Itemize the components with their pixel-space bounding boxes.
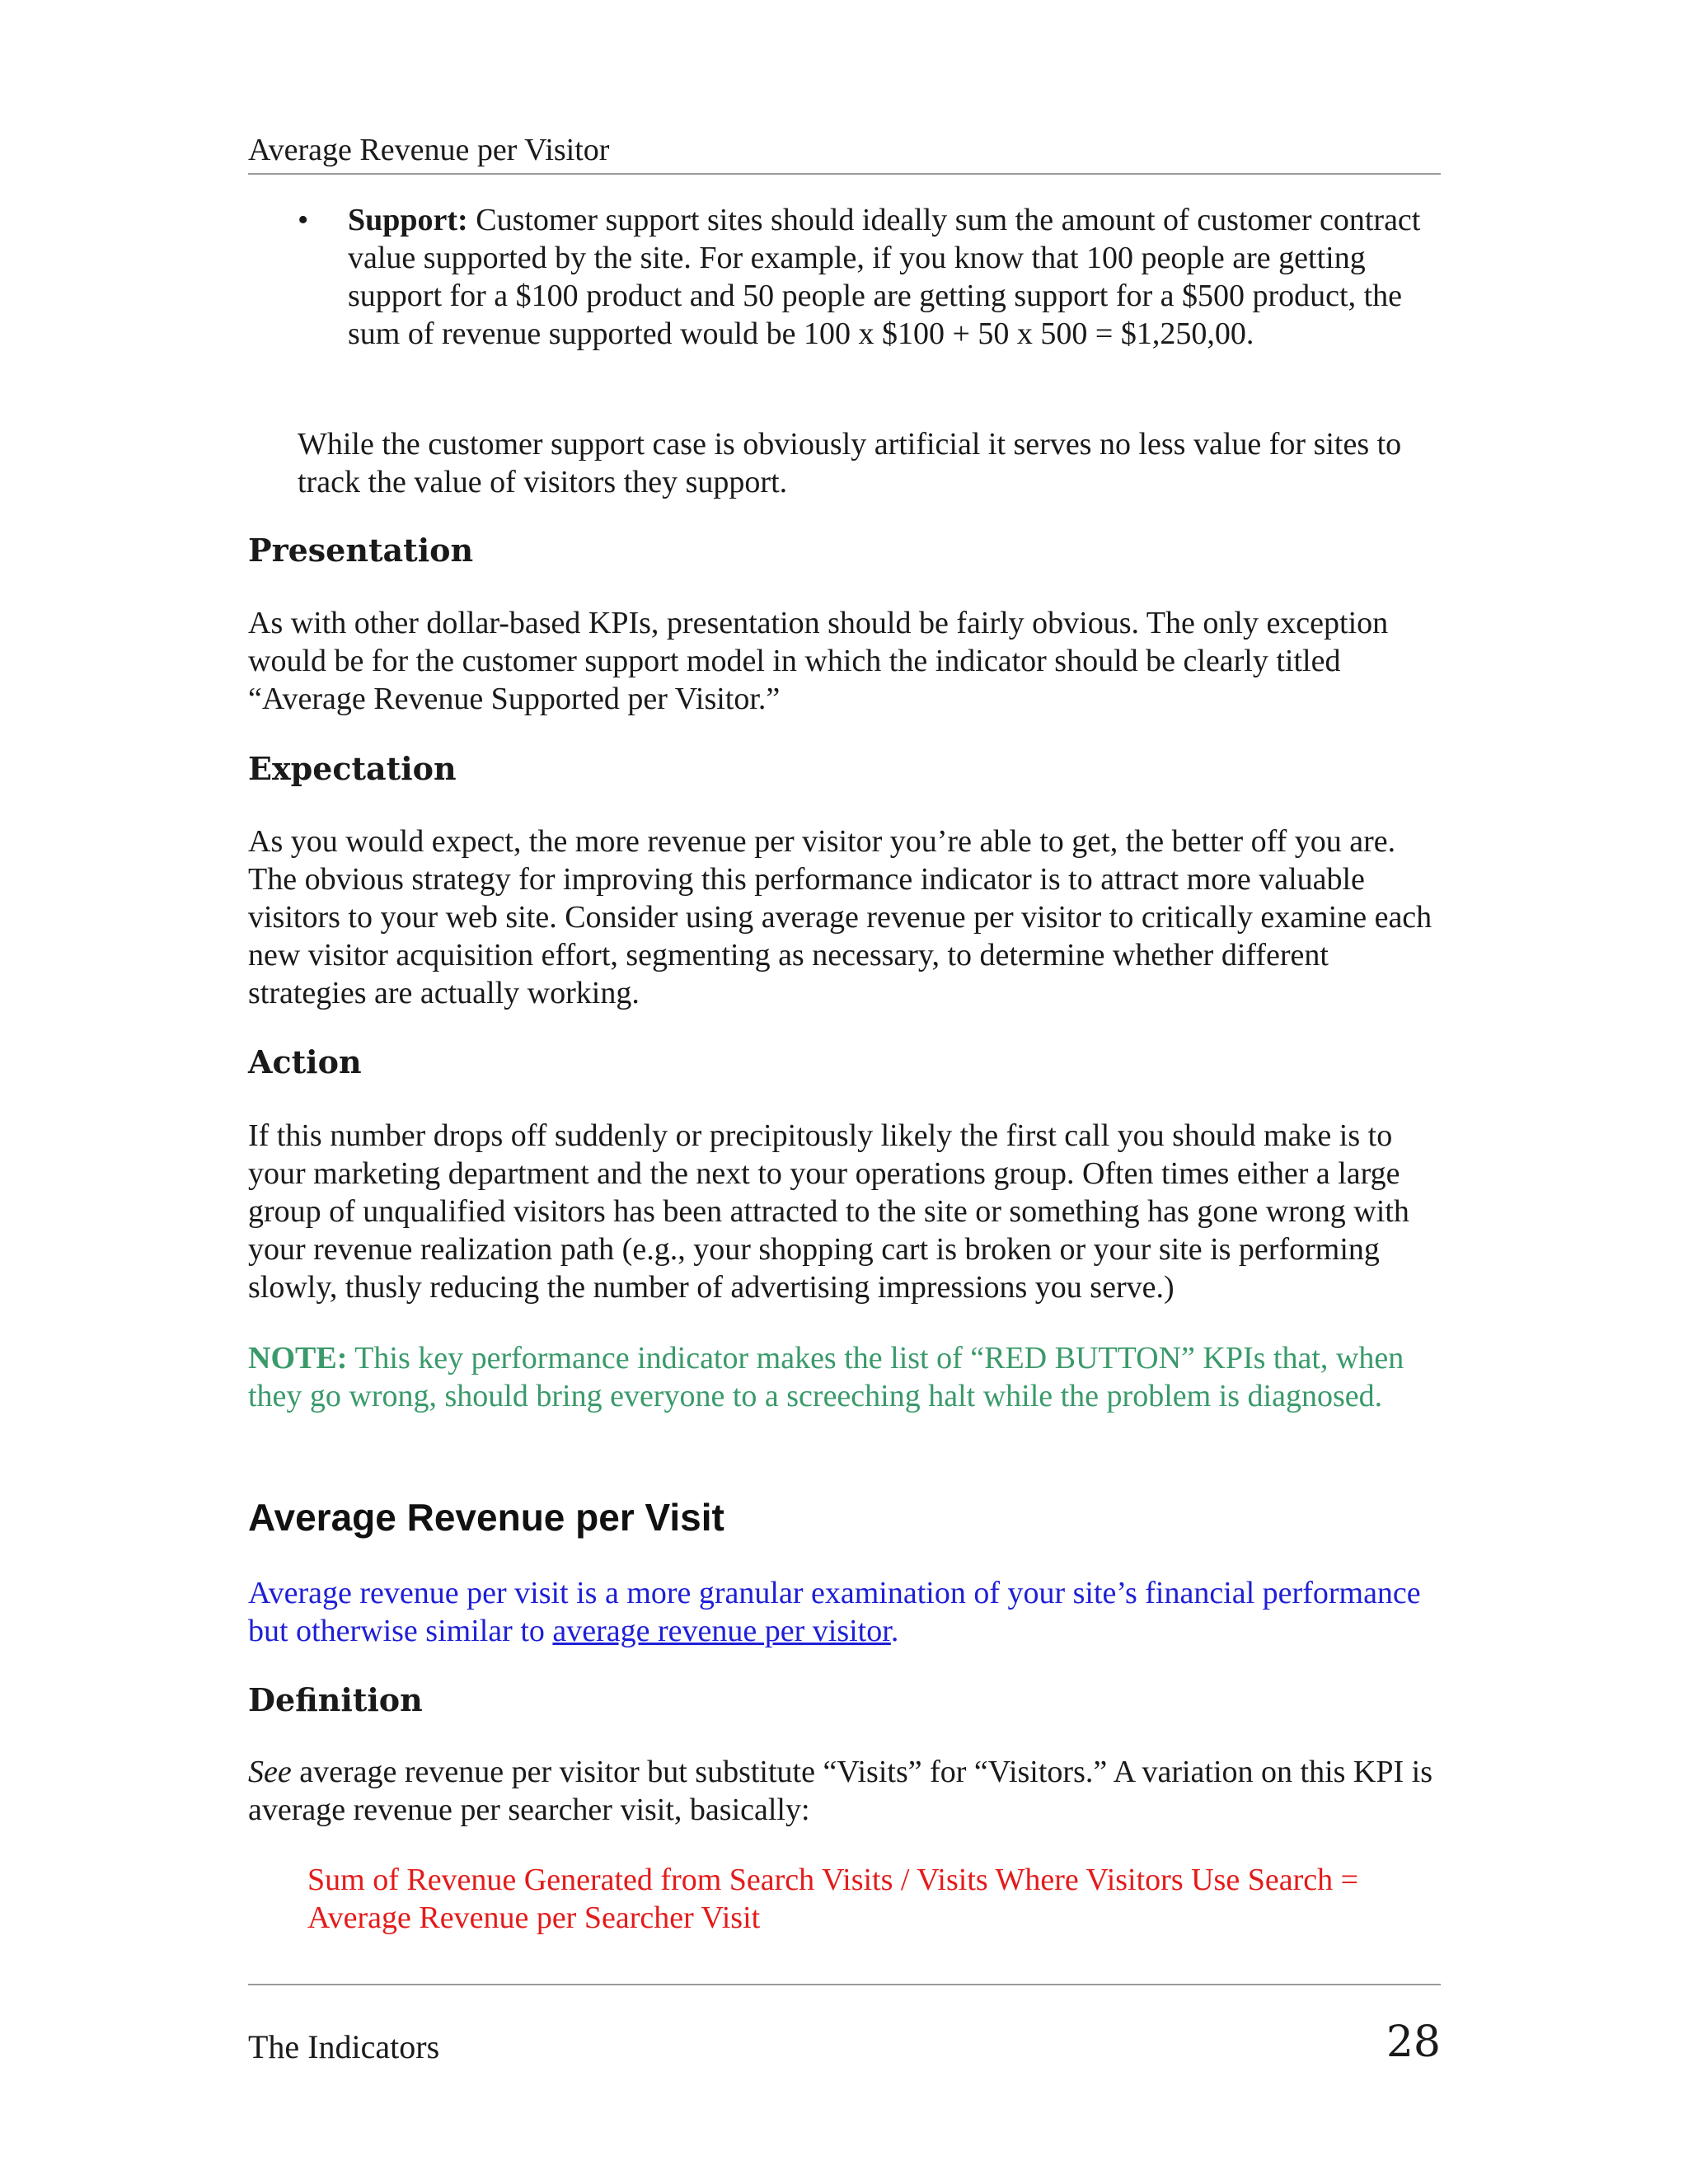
bullet-icon: • (298, 203, 309, 237)
see-emphasis: See (248, 1755, 292, 1789)
action-heading: Action (248, 1043, 362, 1080)
definition-heading: Definition (248, 1681, 423, 1718)
average-revenue-per-visitor-link[interactable]: average revenue per visitor (552, 1614, 891, 1648)
bullet-body: Customer support sites should ideally sum the amount of customer contract value supported by the site. For example, if you know that 100 people are getting support for a $100 product and 50 people are getting support for a $500 product, the sum of revenue supported would be 100 x $100 + 50 x 500 = $1,250,00. (348, 203, 1421, 351)
expectation-paragraph: As you would expect, the more revenue per visitor you’re able to get, the better off you are. The obvious strategy for improving this performance indicator is to attract more valuable visitors to your web site. Consider using average revenue per visitor to critically examine each new visitor acquisition effort, segmenting as necessary, to determine whether different strategies are actually working. (248, 824, 1432, 1010)
action-paragraph: If this number drops off suddenly or precipitously likely the first call you should make is to your marketing department and the next to your operations group. Often times either a large group of unqualified visitors has been attracted to the site or something has gone wrong with your revenue realization path (e.g., your shopping cart is broken or your site is performing slowly, thusly reducing the number of advertising impressions you serve.) (248, 1118, 1409, 1305)
bullet-text (348, 201, 1441, 353)
definition-paragraph (248, 1753, 1441, 1829)
presentation-heading: Presentation (248, 532, 474, 569)
note-text: This key performance indicator makes the list of “RED BUTTON” KPIs that, when they go wrong, should bring everyone to a screeching halt while the problem is diagnosed. (248, 1341, 1404, 1413)
section-intro (248, 1574, 1441, 1650)
section-intro-text: Average revenue per visit is a more granular examination of your site’s financial performance but otherwise similar to (248, 1576, 1421, 1648)
section-intro-end: . (890, 1614, 899, 1648)
bullet-term: Support: (348, 203, 468, 237)
definition-text: average revenue per visitor but substitute “Visits” for “Visitors.” A variation on this KPI is average revenue per searcher visit, basically: (248, 1755, 1433, 1827)
support-note-paragraph: While the customer support case is obviously artificial it serves no less value for sites to track the value of visitors they support. (298, 427, 1402, 499)
footer-section-name: The Indicators (248, 2028, 440, 2065)
page-number: 28 (1386, 2018, 1441, 2067)
red-button-note (248, 1339, 1441, 1415)
searcher-visit-formula: Sum of Revenue Generated from Search Visits / Visits Where Visitors Use Search = Average Revenue per Searcher Visit (307, 1863, 1359, 1935)
expectation-heading: Expectation (248, 750, 457, 787)
section-title: Average Revenue per Visit (248, 1496, 724, 1539)
presentation-paragraph: As with other dollar-based KPIs, presentation should be fairly obvious. The only exception would be for the customer support model in which the indicator should be clearly titled “Average Revenue Supported per Visitor.” (248, 606, 1389, 716)
running-header: Average Revenue per Visitor (248, 130, 1441, 175)
footer-divider (248, 1984, 1441, 1985)
support-bullet (298, 201, 1441, 353)
note-label: NOTE: (248, 1341, 348, 1376)
